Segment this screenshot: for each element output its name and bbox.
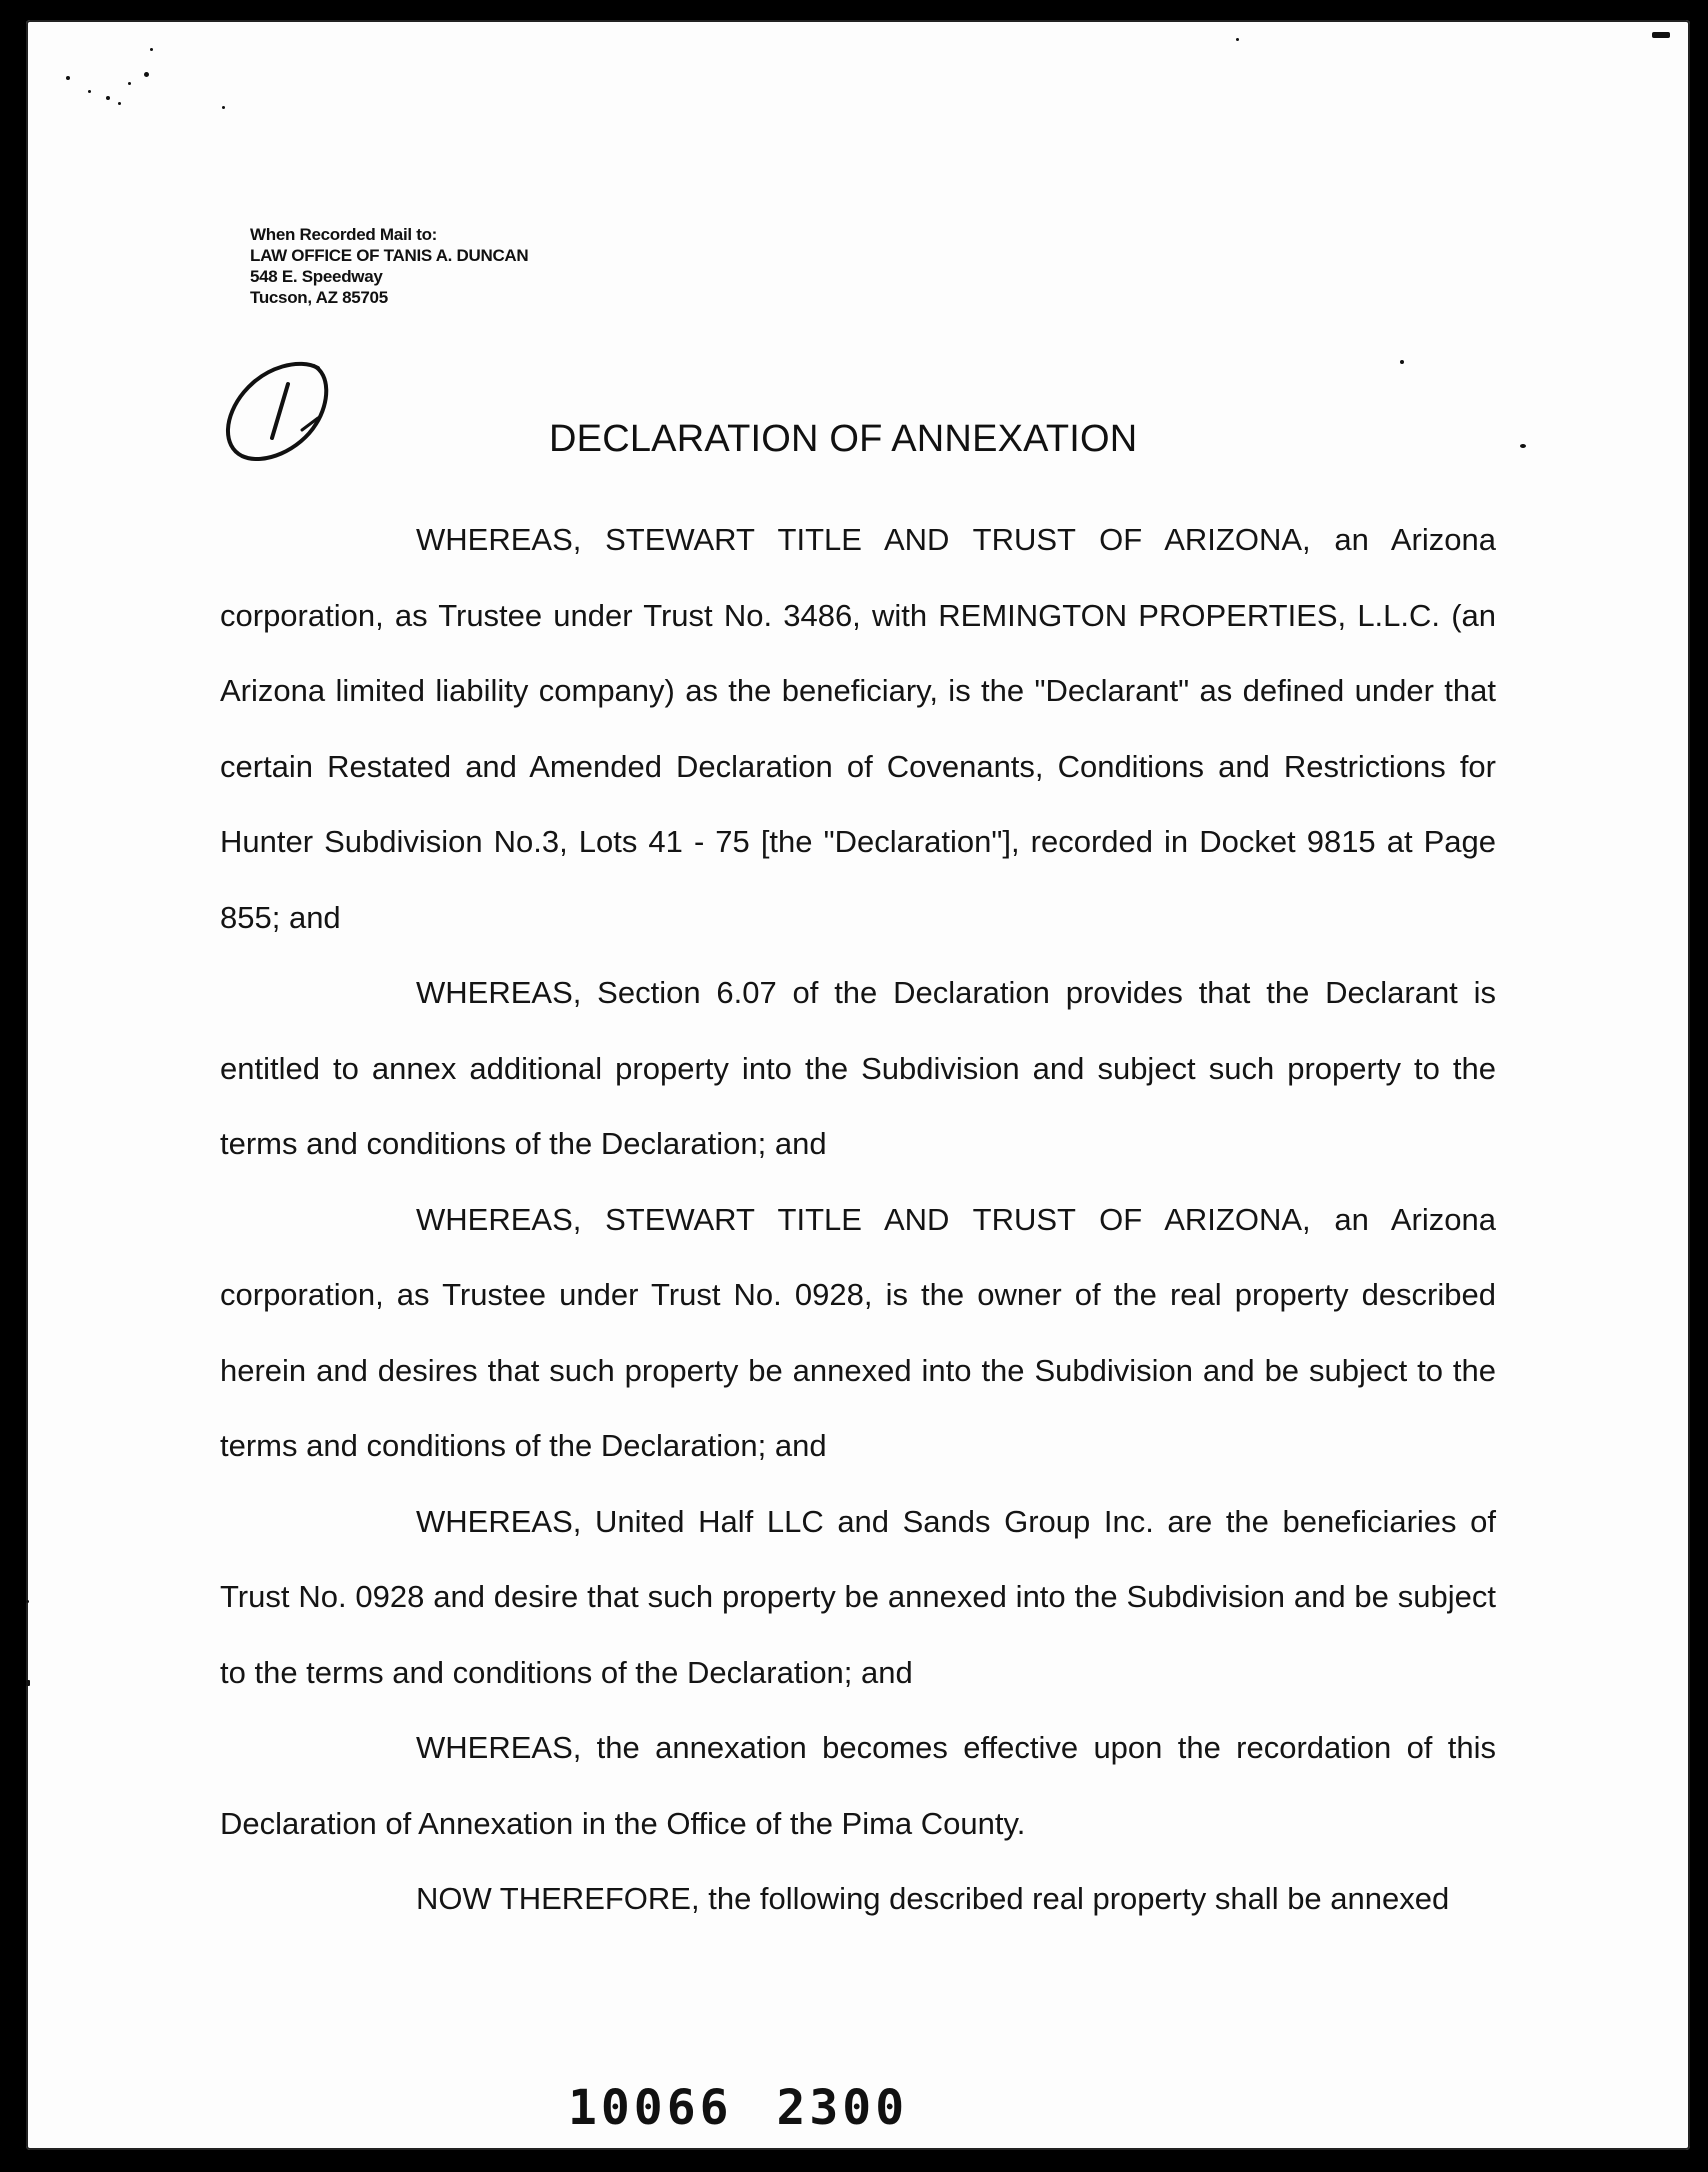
- scan-speck: [150, 48, 153, 51]
- document-body: [220, 502, 1496, 1937]
- mail-to-city: Tucson, AZ 85705: [250, 288, 388, 307]
- scan-speck: [128, 82, 131, 85]
- docket-page-number: [568, 2080, 908, 2136]
- paragraph-section-607: WHEREAS, Section 6.07 of the Declaration provides that the Declarant is entitled to annex additional property into the Subdivision and subject such property to the terms and conditions of the Declaration; and: [220, 975, 1496, 1161]
- mail-to-recipient: LAW OFFICE OF TANIS A. DUNCAN: [250, 246, 529, 265]
- scan-speck: [66, 76, 70, 80]
- scan-speck: [144, 72, 149, 77]
- page-number: 2300: [776, 2080, 909, 2136]
- mail-to-street: 548 E. Speedway: [250, 267, 383, 286]
- paragraph-trust-0928-owner: WHEREAS, STEWART TITLE AND TRUST OF ARIZONA, an Arizona corporation, as Trustee under Trust No. 0928, is the owner of the real property described herein and desires that such property be annexed into the Subdivision and be subject to the terms and conditions of the Declaration; and: [220, 1201, 1496, 1463]
- mail-to-block: [250, 224, 528, 308]
- scan-speck: [26, 1600, 29, 1603]
- paragraph-now-therefore: NOW THEREFORE, the following described real property shall be annexed: [416, 1881, 1450, 1916]
- document-title: DECLARATION OF ANNEXATION: [549, 418, 1138, 460]
- scan-speck: [1520, 444, 1526, 448]
- scan-speck: [1400, 360, 1404, 364]
- scan-speck: [26, 1680, 30, 1686]
- scan-speck: [106, 96, 110, 100]
- scan-speck: [222, 106, 225, 109]
- paragraph-beneficiaries: WHEREAS, United Half LLC and Sands Group Inc. are the beneficiaries of Trust No. 0928 and desire that such property be annexed into the Subdivision and be subject to the terms and conditions of the Declaration; and: [220, 1503, 1496, 1690]
- docket-number: 10066: [568, 2080, 733, 2136]
- mail-to-label: When Recorded Mail to:: [250, 225, 438, 244]
- scan-speck: [118, 102, 121, 105]
- paragraph-declarant: WHEREAS, STEWART TITLE AND TRUST OF ARIZONA, an Arizona corporation, as Trustee under Trust No. 3486, with REMINGTON PROPERTIES, L.L.C. (an Arizona limited liability company) as the beneficiary, is the "Declarant" as defined under that certain Restated and Amended Declaration of Covenants, Conditions and Restrictions for Hunter Subdivision No.3, Lots 41 - 75 [the "Declaration"], recorded in Docket 9815 at Page 855; and: [220, 522, 1496, 935]
- scan-speck: [1652, 32, 1670, 38]
- scan-speck: [88, 90, 91, 93]
- handwritten-circled-mark: [218, 352, 338, 472]
- paragraph-effective: WHEREAS, the annexation becomes effective upon the recordation of this Declaration of Annexation in the Office of the Pima County.: [220, 1730, 1496, 1841]
- scan-speck: [1236, 38, 1239, 41]
